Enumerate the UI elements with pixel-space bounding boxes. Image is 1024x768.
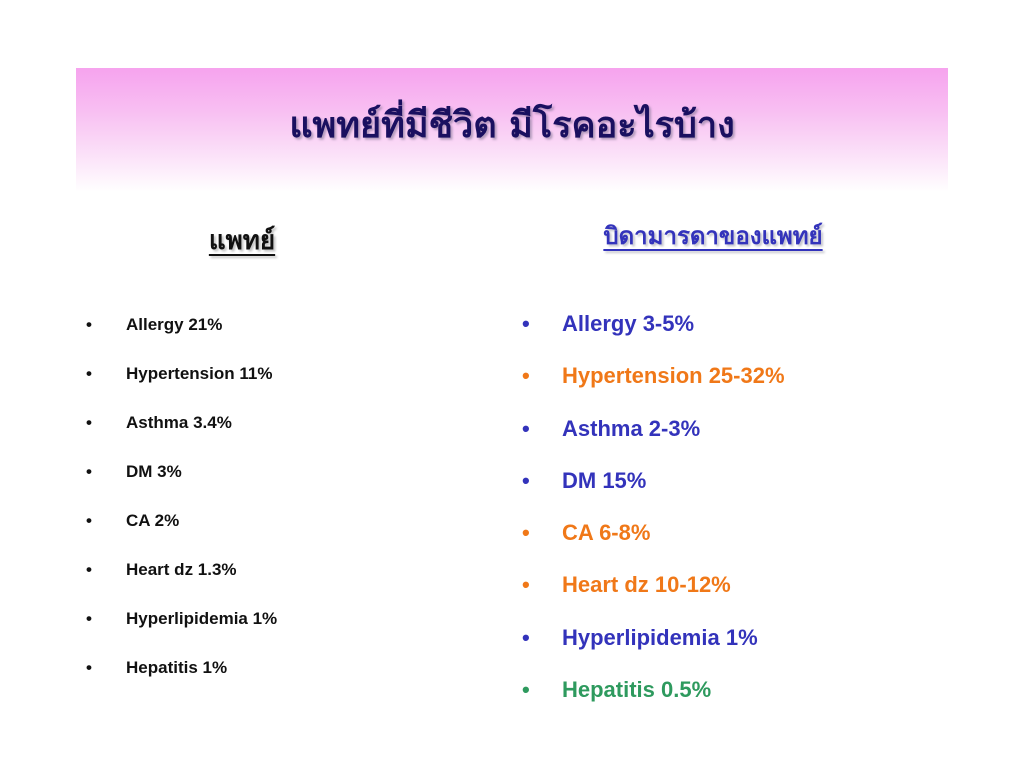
list-item: • Hepatitis 1%	[86, 656, 277, 705]
list-item: • Hypertension 11%	[86, 362, 277, 411]
bullet-icon: •	[86, 609, 92, 628]
list-item: • Asthma 3.4%	[86, 411, 277, 460]
list-item: • Heart dz 1.3%	[86, 558, 277, 607]
list-item: • Allergy 3-5%	[522, 311, 695, 336]
bullet-icon: •	[86, 560, 92, 579]
list-item: • Heart dz 10-12%	[522, 572, 731, 598]
bullet-icon: •	[522, 311, 530, 336]
bullet-icon: •	[522, 677, 530, 703]
right-column-heading: บิดามารดาของแพทย์	[603, 222, 823, 250]
bullet-icon: •	[522, 520, 530, 546]
bullet-icon: •	[86, 658, 92, 677]
bullet-icon: •	[86, 315, 92, 334]
bullet-icon: •	[522, 467, 530, 493]
list-item: • Hyperlipidemia 1%	[522, 624, 758, 650]
left-column-heading: แพทย์	[208, 226, 276, 256]
bullet-icon: •	[522, 572, 530, 598]
list-item: • CA 2%	[86, 509, 277, 558]
list-item: • Asthma 2-3%	[522, 415, 701, 441]
bullet-icon: •	[86, 413, 92, 432]
list-item: • DM 3%	[86, 460, 277, 509]
bullet-icon: •	[86, 364, 92, 383]
list-item: • CA 6-8%	[522, 520, 651, 546]
right-bullet-list	[522, 310, 785, 728]
bullet-icon: •	[522, 624, 530, 650]
list-item: • Hepatitis 0.5%	[522, 677, 712, 703]
list-item: • Allergy 21%	[86, 313, 277, 362]
bullet-icon: •	[86, 511, 92, 530]
bullet-icon: •	[522, 363, 530, 389]
bullet-icon: •	[86, 462, 92, 481]
list-item: • Hyperlipidemia 1%	[86, 607, 277, 656]
slide-title: แพทย์ที่มีชีวิต มีโรคอะไรบ้าง	[289, 105, 735, 146]
bullet-icon: •	[522, 415, 530, 441]
list-item: • Hypertension 25-32%	[522, 363, 785, 389]
left-bullet-list	[86, 313, 277, 705]
list-item: • DM 15%	[522, 467, 647, 493]
